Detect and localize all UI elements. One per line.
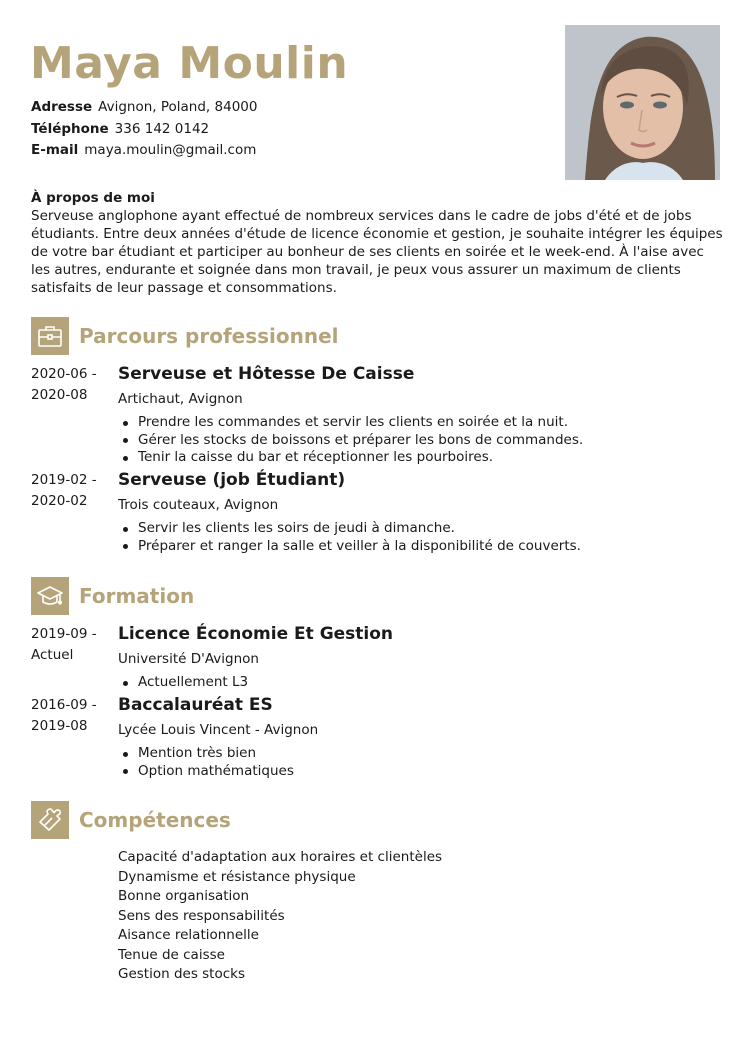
skills-list — [118, 848, 442, 985]
date-end: 2020-02 — [31, 493, 88, 509]
entry-date — [31, 364, 111, 406]
entry-body — [118, 622, 718, 692]
contact-label: Téléphone — [31, 120, 109, 137]
contact-label: Adresse — [31, 99, 93, 115]
about-text: Serveuse anglophone ayant effectué de nombreux services dans le cadre de jobs d'été et de jobs étudiants. Entre deux années d'étude de licence économie et gestion, je souhaite intégrer les équipes de votre bar étudiant et participer au bonheur de ses clients en soirée et le week-end. À l'aise avec les autres, endurante et soignée dans mon travail, je peux vous assurer un maximum de clients satisfaits de leur passage et consommations. — [31, 208, 723, 296]
entry-bullets — [118, 745, 718, 780]
contact-value: Avignon, Poland, 84000 — [98, 99, 258, 115]
skill-item: Aisance relationnelle — [118, 927, 259, 943]
date-end: 2019-08 — [31, 718, 88, 734]
skill-item: Tenue de caisse — [118, 946, 225, 963]
entry-body — [118, 468, 718, 555]
profile-photo — [565, 25, 720, 180]
bullet-item: Prendre les commandes et servir les clients en soirée et la nuit. — [118, 414, 718, 432]
candidate-name: Maya Moulin — [30, 38, 349, 89]
date-end: 2020-08 — [31, 387, 88, 403]
portrait-illustration — [565, 25, 720, 180]
about-title: À propos de moi — [31, 190, 155, 206]
date-start: 2019-02 - — [31, 472, 97, 488]
entry-date — [31, 470, 111, 512]
skill-item: Capacité d'adaptation aux horaires et clientèles — [118, 849, 443, 865]
skill-item: Bonne organisation — [118, 888, 250, 904]
section-header-skills — [31, 801, 231, 839]
entry-title: Serveuse et Hôtesse De Caisse — [118, 364, 415, 384]
date-start: 2019-09 - — [31, 626, 97, 642]
contact-info — [31, 97, 257, 162]
briefcase-icon — [31, 317, 69, 355]
contact-phone — [31, 119, 257, 141]
entry-place: Trois couteaux, Avignon — [118, 497, 279, 513]
contact-label: E-mail — [31, 142, 79, 158]
entry-bullets — [118, 414, 718, 467]
entry-title: Baccalauréat ES — [118, 695, 273, 715]
contact-address — [31, 97, 257, 119]
section-header-experience — [31, 317, 339, 355]
bullet-item: Actuellement L3 — [118, 674, 718, 692]
skill-item: Dynamisme et résistance physique — [118, 868, 356, 885]
bullet-item: Préparer et ranger la salle et veiller à la disponibilité de couverts. — [118, 538, 718, 556]
entry-body — [118, 362, 718, 467]
skill-item: Sens des responsabilités — [118, 907, 285, 924]
entry-bullets — [118, 520, 718, 555]
entry-title: Licence Économie Et Gestion — [118, 624, 394, 644]
bullet-item: Gérer les stocks de boissons et préparer les bons de commandes. — [118, 432, 718, 450]
date-end: Actuel — [31, 647, 74, 663]
bullet-item: Servir les clients les soirs de jeudi à dimanche. — [118, 520, 718, 538]
skill-item: Gestion des stocks — [118, 966, 246, 982]
section-header-education — [31, 577, 194, 615]
entry-place: Lycée Louis Vincent - Avignon — [118, 722, 319, 738]
entry-place: Artichaut, Avignon — [118, 391, 243, 407]
contact-value: 336 142 0142 — [114, 120, 210, 137]
puzzle-piece-icon — [31, 801, 69, 839]
entry-body — [118, 693, 718, 780]
entry-date — [31, 695, 111, 737]
bullet-item: Tenir la caisse du bar et réceptionner les pourboires. — [118, 449, 718, 467]
entry-bullets — [118, 674, 718, 692]
bullet-item: Mention très bien — [118, 745, 718, 763]
contact-email — [31, 140, 257, 162]
contact-value: maya.moulin@gmail.com — [84, 142, 257, 158]
entry-title: Serveuse (job Étudiant) — [118, 470, 346, 490]
date-start: 2020-06 - — [31, 366, 97, 382]
section-title: Parcours professionnel — [79, 324, 339, 348]
about-section — [31, 189, 723, 297]
graduation-cap-icon — [31, 577, 69, 615]
entry-place: Université D'Avignon — [118, 651, 259, 667]
date-start: 2016-09 - — [31, 697, 97, 713]
section-title: Formation — [79, 584, 195, 608]
bullet-item: Option mathématiques — [118, 763, 718, 781]
entry-date — [31, 624, 111, 666]
section-title: Compétences — [79, 808, 231, 832]
